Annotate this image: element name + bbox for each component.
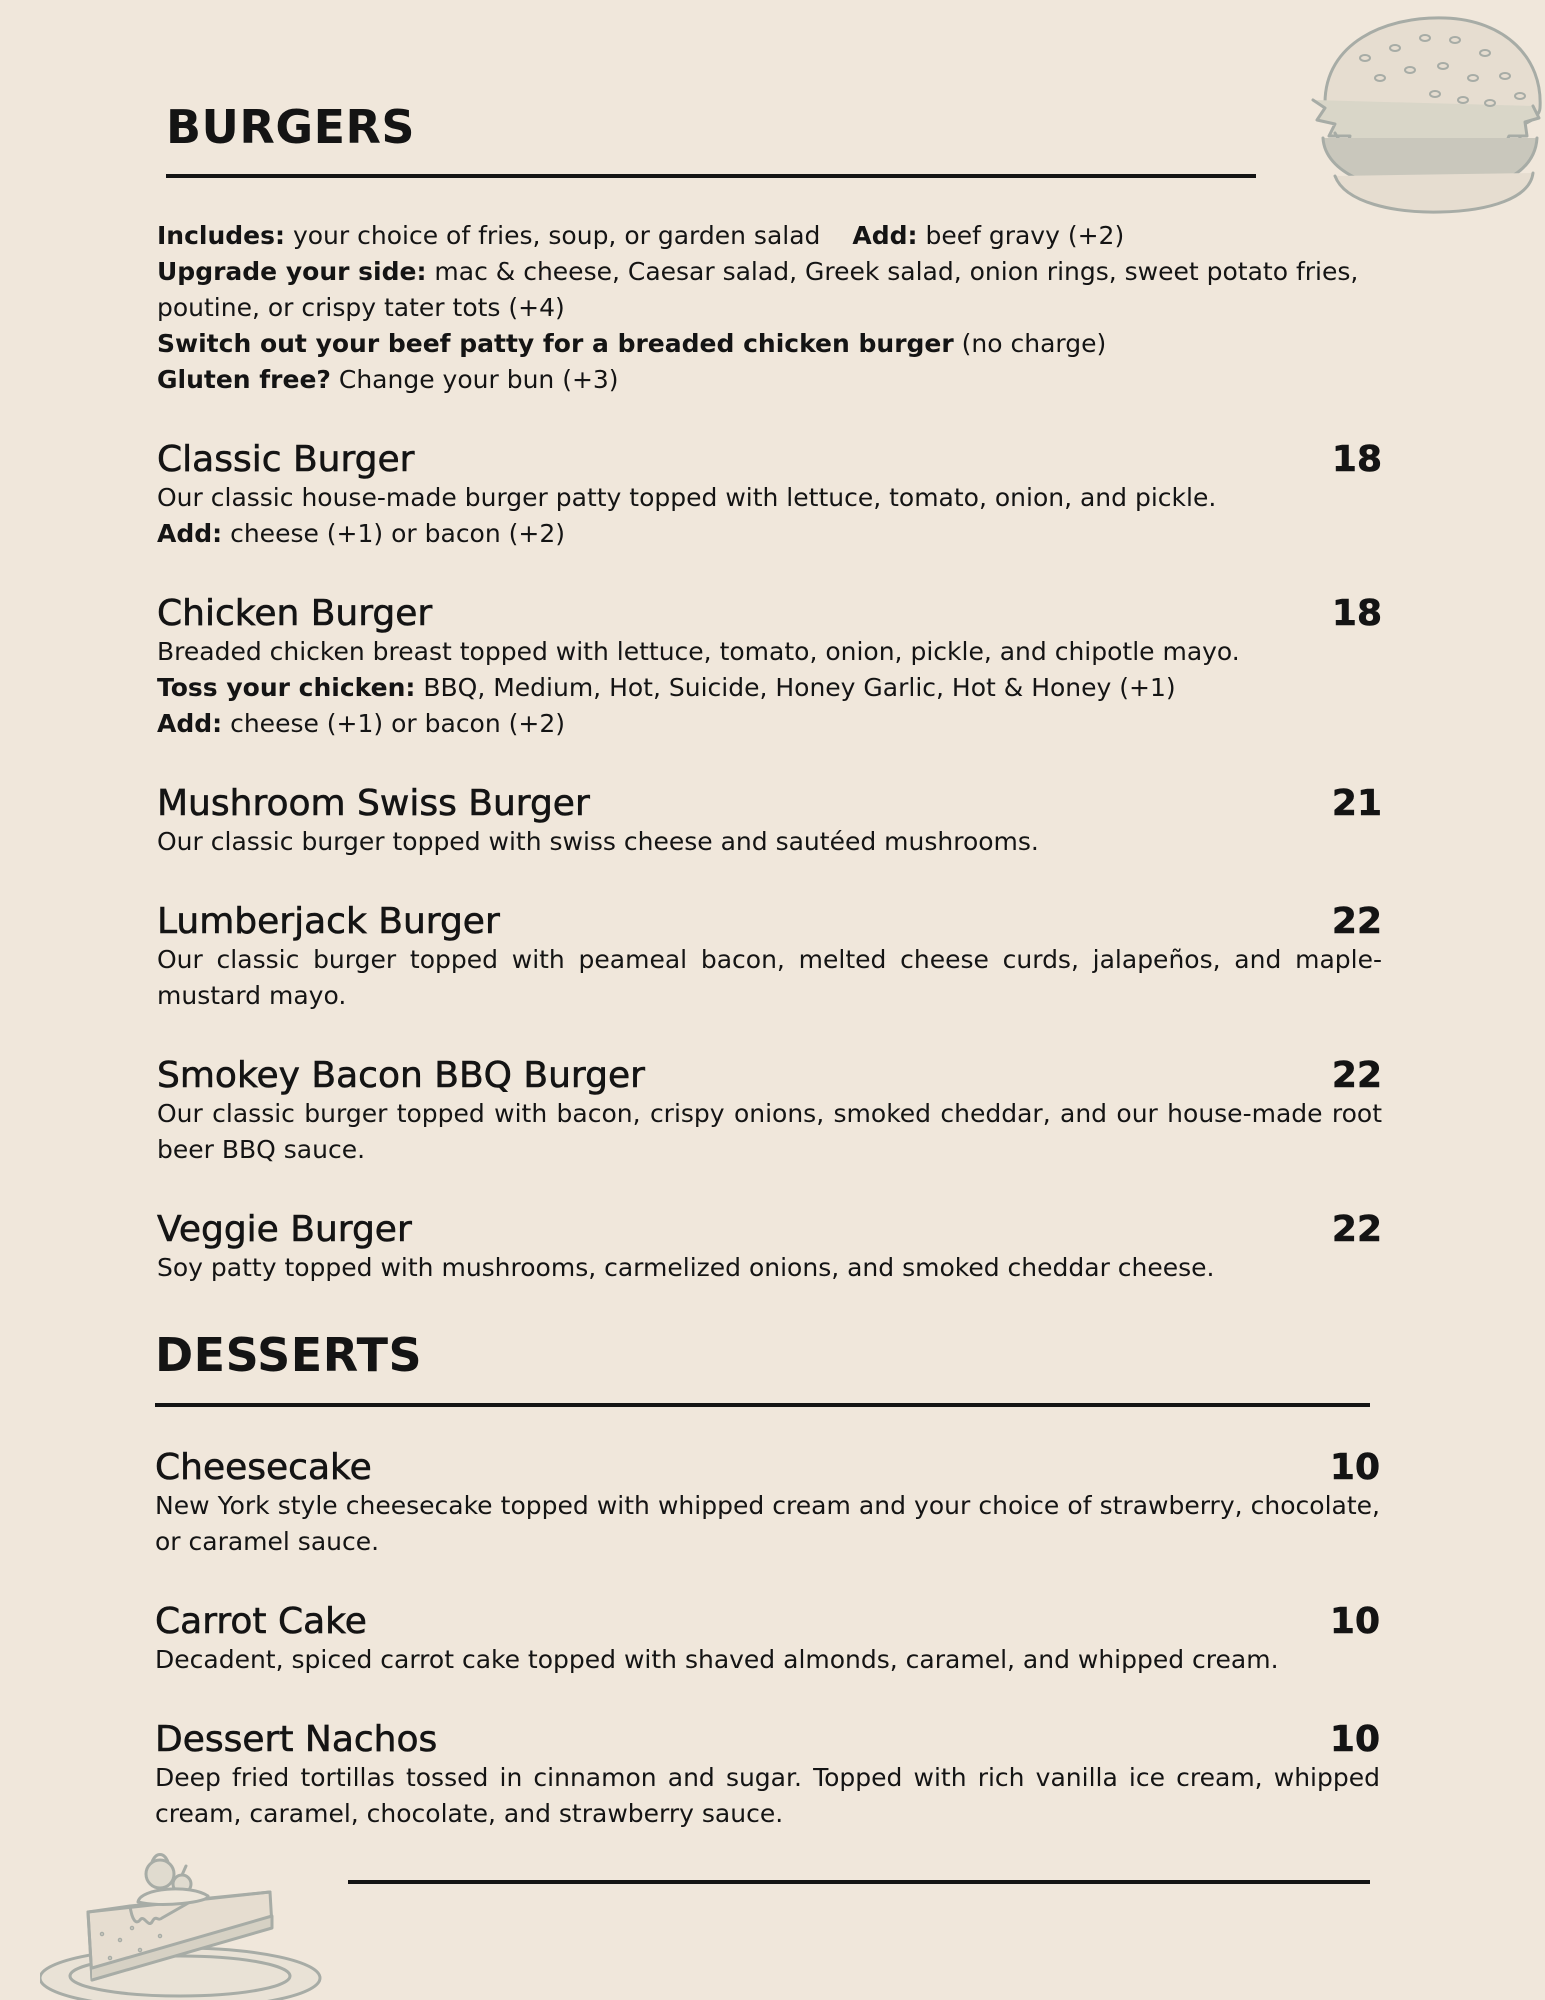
burger-options-notes <box>157 218 1382 398</box>
item-name: Chicken Burger <box>157 593 433 634</box>
addon-label: Add: <box>157 519 223 548</box>
section-title-desserts: DESSERTS <box>155 1328 423 1382</box>
divider <box>155 1403 1370 1407</box>
item-description: Our classic burger topped with peameal bacon, melted cheese curds, jalapeños, and maple-mustard mayo. <box>157 945 1382 1010</box>
item-description: Decadent, spiced carrot cake topped with shaved almonds, caramel, and whipped cream. <box>155 1645 1279 1674</box>
switch-text: (no charge) <box>961 329 1107 358</box>
menu-item-carrot-cake <box>155 1602 1380 1678</box>
item-description: New York style cheesecake topped with whipped cream and your choice of strawberry, chocolate, or caramel sauce. <box>155 1491 1380 1556</box>
item-description: Our classic house-made burger patty topped with lettuce, tomato, onion, and pickle. <box>157 483 1217 512</box>
upgrade-label: Upgrade your side: <box>157 257 427 286</box>
addon-text: cheese (+1) or bacon (+2) <box>230 709 566 738</box>
item-price: 10 <box>1329 1719 1380 1760</box>
item-description: Our classic burger topped with swiss cheese and sautéed mushrooms. <box>157 827 1039 856</box>
item-addon <box>157 706 1382 742</box>
burger-illustration-icon <box>1295 8 1545 218</box>
switch-label: Switch out your beef patty for a breaded chicken burger <box>157 329 954 358</box>
item-price: 22 <box>1331 1055 1382 1096</box>
item-price: 10 <box>1329 1601 1380 1642</box>
divider <box>348 1880 1370 1884</box>
gluten-text: Change your bun (+3) <box>338 365 619 394</box>
item-description: Soy patty topped with mushrooms, carmelized onions, and smoked cheddar cheese. <box>157 1253 1215 1282</box>
gluten-label: Gluten free? <box>157 365 331 394</box>
item-addon <box>157 516 1382 552</box>
menu-item-classic-burger <box>157 440 1382 552</box>
upgrade-line <box>157 254 1382 326</box>
item-price: 10 <box>1329 1447 1380 1488</box>
addon-label: Add: <box>157 709 223 738</box>
add-text: beef gravy (+2) <box>925 221 1125 250</box>
item-name: Veggie Burger <box>157 1209 412 1250</box>
item-name: Lumberjack Burger <box>157 901 500 942</box>
menu-item-dessert-nachos <box>155 1720 1380 1832</box>
item-name: Classic Burger <box>157 439 415 480</box>
addon-text: cheese (+1) or bacon (+2) <box>230 519 566 548</box>
menu-item-veggie-burger <box>157 1210 1382 1286</box>
item-name: Cheesecake <box>155 1447 372 1488</box>
divider <box>166 174 1256 178</box>
item-toss-options <box>157 670 1382 706</box>
gluten-line <box>157 362 1382 398</box>
item-description: Our classic burger topped with bacon, crispy onions, smoked cheddar, and our house-made root beer BBQ sauce. <box>157 1099 1382 1164</box>
menu-item-smokey-bacon-bbq-burger <box>157 1056 1382 1168</box>
upgrade-text: mac & cheese, Caesar salad, Greek salad, onion rings, sweet potato fries, poutine, or crispy tater tots (+4) <box>157 257 1359 322</box>
item-name: Carrot Cake <box>155 1601 367 1642</box>
includes-text: your choice of fries, soup, or garden salad <box>292 221 821 250</box>
section-title-burgers: BURGERS <box>166 100 416 154</box>
item-description: Breaded chicken breast topped with lettuce, tomato, onion, pickle, and chipotle mayo. <box>157 637 1240 666</box>
item-name: Smokey Bacon BBQ Burger <box>157 1055 645 1096</box>
item-price: 18 <box>1331 593 1382 634</box>
menu-item-lumberjack-burger <box>157 902 1382 1014</box>
includes-line <box>157 218 1382 254</box>
item-description: Deep fried tortillas tossed in cinnamon and sugar. Topped with rich vanilla ice cream, whipped cream, caramel, chocolate, and strawberry sauce. <box>155 1763 1380 1828</box>
add-label: Add: <box>852 221 918 250</box>
menu-item-chicken-burger <box>157 594 1382 742</box>
item-price: 22 <box>1331 901 1382 942</box>
includes-label: Includes: <box>157 221 286 250</box>
item-price: 18 <box>1331 439 1382 480</box>
cheesecake-illustration-icon <box>40 1830 350 2000</box>
item-name: Mushroom Swiss Burger <box>157 783 590 824</box>
switch-line <box>157 326 1382 362</box>
menu-item-cheesecake <box>155 1448 1380 1560</box>
menu-item-mushroom-swiss-burger <box>157 784 1382 860</box>
toss-label: Toss your chicken: <box>157 673 416 702</box>
item-price: 22 <box>1331 1209 1382 1250</box>
item-name: Dessert Nachos <box>155 1719 438 1760</box>
toss-text: BBQ, Medium, Hot, Suicide, Honey Garlic, Hot & Honey (+1) <box>423 673 1176 702</box>
item-price: 21 <box>1331 783 1382 824</box>
